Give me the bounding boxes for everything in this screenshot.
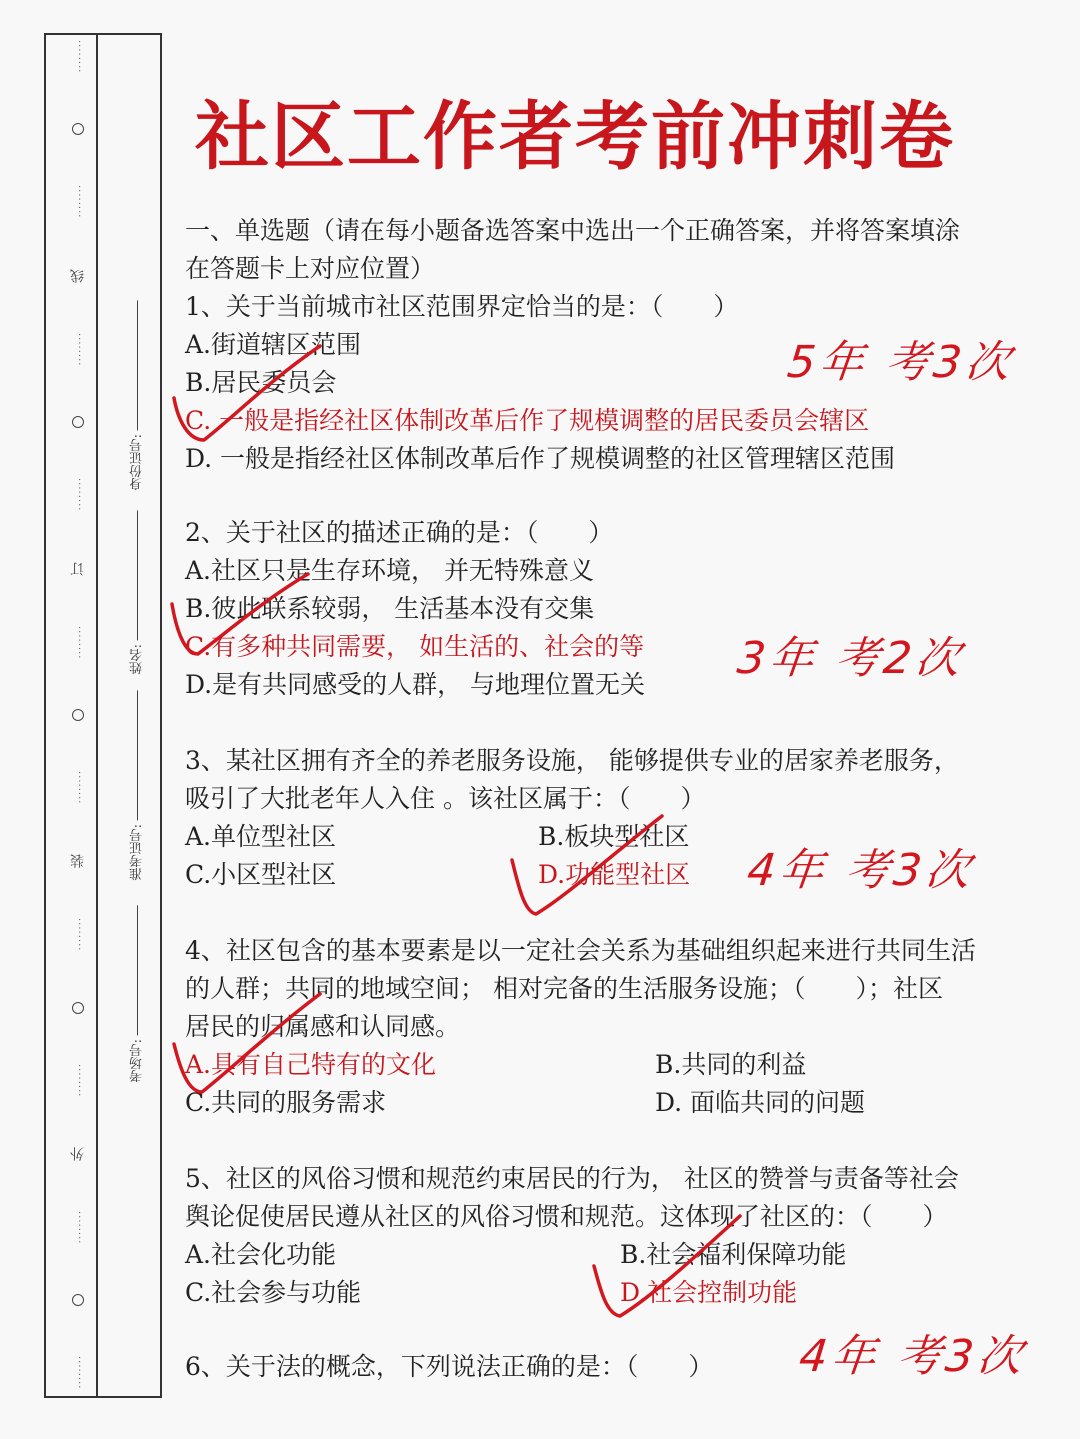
field-label: 身份证号: (130, 434, 145, 491)
binding-divider (96, 35, 98, 1396)
field-label: 考场号: (130, 1039, 145, 1083)
question-3-option-c: C.小区型社区 (185, 860, 337, 889)
question-5-option-c: C.社会参与功能 (185, 1278, 362, 1307)
question-2-option-d: D.是有共同感受的人群， 与地理位置无关 (185, 670, 646, 699)
question-1-option-a: A.街道辖区范围 (185, 330, 362, 359)
question-4-stem-cont: 的人群；共同的地域空间； 相对完备的生活服务设施；（ ）；社区 (185, 974, 943, 1003)
cut-word: 订 (70, 561, 86, 576)
question-4-option-d: D. 面临共同的问题 (655, 1088, 866, 1117)
question-5-option-d-answer: D.社会控制功能 (620, 1278, 798, 1307)
question-4-stem: 4、社区包含的基本要素是以一定社会关系为基础组织起来进行共同生活 (185, 936, 976, 965)
cut-word: 外 (70, 1147, 86, 1162)
question-1-stem: 1、关于当前城市社区范围界定恰当的是：（ ） (185, 292, 739, 321)
admission-number-field (128, 690, 147, 880)
frequency-note-4: 4年 考3次 (796, 1331, 1029, 1382)
binding-hole-icon (72, 1294, 84, 1306)
name-field (128, 510, 147, 674)
exam-room-field (128, 905, 147, 1082)
section-heading-cont: 在答题卡上对应位置） (185, 254, 436, 283)
question-2-stem: 2、关于社区的描述正确的是：（ ） (185, 518, 614, 547)
question-4-stem-cont: 居民的归属感和认同感。 (185, 1012, 461, 1041)
question-5-option-a: A.社会化功能 (185, 1240, 337, 1269)
checkmark-icon (508, 812, 668, 922)
question-5-stem: 5、社区的风俗习惯和规范约束居民的行为， 社区的赞誉与责备等社会 (185, 1164, 959, 1193)
question-2-option-c-answer: C.有多种共同需要， 如生活的、社会的等 (185, 632, 645, 661)
question-3-stem: 3、某社区拥有齐全的养老服务设施， 能够提供专业的居家养老服务， (185, 746, 959, 775)
question-1-option-d: D. 一般是指经社区体制改革后作了规模调整的社区管理辖区范围 (185, 444, 896, 473)
page-title: 社区工作者考前冲刺卷 (195, 94, 955, 180)
cut-word: 线 (70, 268, 86, 283)
cut-word: 装 (70, 854, 86, 869)
question-2-option-a: A.社区只是生存环境， 并无特殊意义 (185, 556, 594, 585)
checkmark-icon (170, 340, 330, 460)
question-4-option-b: B.共同的利益 (655, 1050, 807, 1079)
question-6-stem: 6、关于法的概念，下列说法正确的是：（ ） (185, 1352, 714, 1381)
id-number-field (128, 300, 147, 490)
question-3-option-a: A.单位型社区 (185, 822, 337, 851)
frequency-note-2: 3年 考2次 (734, 633, 967, 684)
binding-hole-icon (72, 1002, 84, 1014)
binding-hole-icon (72, 416, 84, 428)
question-3-stem-cont: 吸引了大批老年人入住 。该社区属于：（ ） (185, 784, 706, 813)
cut-line: ········ ········ 线 ········ ········ 订 ········ ········ 装 ········ ········ 外 ········ ········ (70, 40, 86, 1390)
frequency-note-1: 5年 考3次 (784, 337, 1017, 388)
field-label: 姓名: (130, 644, 145, 675)
question-4-option-c: C.共同的服务需求 (185, 1088, 387, 1117)
question-1-option-c-answer: C. 一般是指经社区体制改革后作了规模调整的居民委员会辖区 (185, 406, 870, 435)
question-2-option-b: B.彼此联系较弱， 生活基本没有交集 (185, 594, 595, 623)
section-heading: 一、单选题（请在每小题备选答案中选出一个正确答案，并将答案填涂 (185, 216, 961, 245)
question-4-option-a-answer: A.具有自己特有的文化 (185, 1050, 437, 1079)
frequency-note-3: 4年 考3次 (744, 845, 977, 896)
checkmark-icon (168, 990, 328, 1100)
binding-hole-icon (72, 709, 84, 721)
question-5-option-b: B.社会福利保障功能 (620, 1240, 847, 1269)
question-5-stem-cont: 舆论促使居民遵从社区的风俗习惯和规范。这体现了社区的：（ ） (185, 1202, 948, 1231)
question-3-option-b: B.板块型社区 (538, 822, 690, 851)
field-label: 准考证号: (130, 824, 145, 881)
question-1-option-b: B.居民委员会 (185, 368, 337, 397)
question-3-option-d-answer: D.功能型社区 (538, 860, 691, 889)
checkmark-icon (168, 570, 318, 670)
checkmark-icon (590, 1212, 750, 1322)
